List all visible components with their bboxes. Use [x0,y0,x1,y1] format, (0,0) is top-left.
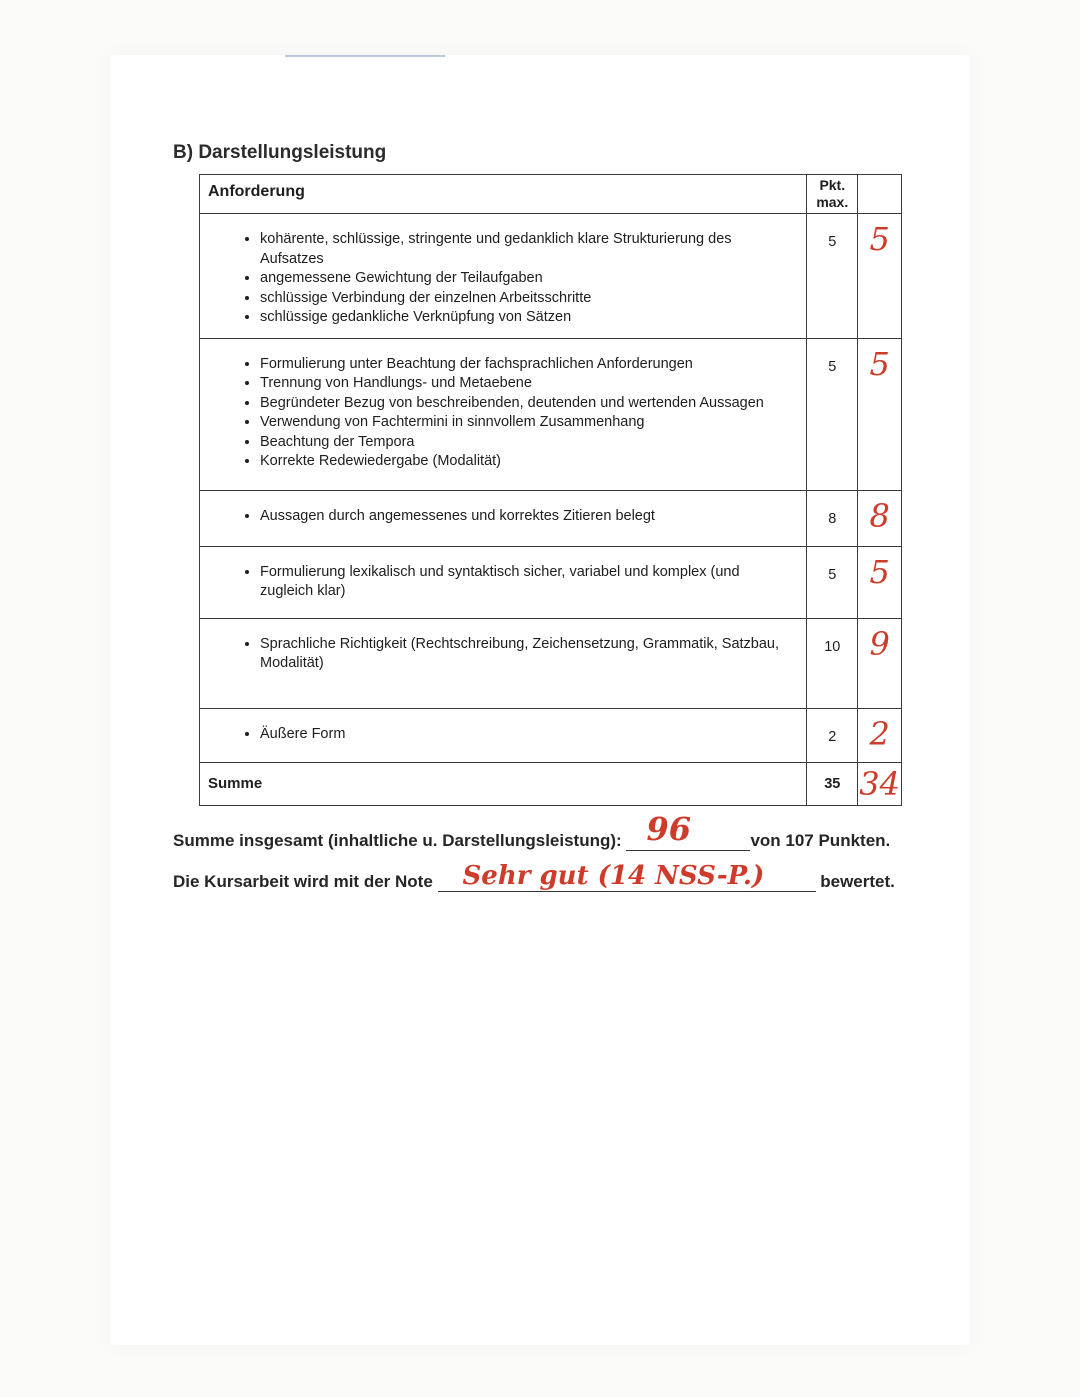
criterion-item: • Trennung von Handlungs- und Metaebene [260,374,794,394]
awarded-cell [858,618,902,708]
sum-label: Summe [200,762,807,805]
criteria-list [232,230,794,328]
grade-value: Sehr gut (14 NSS-P.) [462,861,765,891]
criterion-item: • Sprachliche Richtigkeit (Rechtschreibung, Zeichensetzung, Grammatik, Satzbau, Modalität) [260,635,794,674]
grading-table [199,174,902,806]
grade-blank [438,861,816,892]
awarded-points: 8 [869,496,890,535]
criterion-item: • schlüssige gedankliche Verknüpfung von Sätzen [260,308,794,328]
total-label: Summe insgesamt (inhaltliche u. Darstellungsleistung): [173,831,622,850]
requirement-cell [200,338,807,490]
criterion-item: • Beachtung der Tempora [260,433,794,453]
grade-label: Die Kursarbeit wird mit der Note [173,872,433,891]
criterion-item: • kohärente, schlüssige, stringente und gedanklich klare Strukturierung des Aufsatzes [260,230,794,269]
awarded-points: 5 [869,220,890,258]
criteria-list [232,635,794,674]
table-row [200,338,902,490]
sum-row [200,762,902,805]
awarded-cell [858,708,902,762]
criterion-item: • Begründeter Bezug von beschreibenden, deutenden und wertenden Aussagen [260,394,794,414]
max-points: 5 [807,338,858,490]
requirement-cell [200,214,807,339]
max-points: 5 [807,546,858,618]
requirement-cell [200,618,807,708]
grade-line [173,861,913,892]
awarded-points: 5 [869,552,890,591]
table-row [200,708,902,762]
criteria-list [232,507,794,527]
max-points: 8 [807,490,858,546]
criterion-item: • Verwendung von Fachtermini in sinnvollem Zusammenhang [260,413,794,433]
table-row [200,618,902,708]
awarded-points: 9 [869,624,890,663]
table-row [200,490,902,546]
criteria-list [232,355,794,472]
requirement-cell [200,708,807,762]
awarded-cell [858,546,902,618]
max-points: 10 [807,618,858,708]
total-blank [626,810,750,851]
grade-suffix: bewertet. [820,872,895,891]
sum-awarded-cell [858,762,902,805]
criterion-item: • Formulierung lexikalisch und syntaktisch sicher, variabel und komplex (und zugleich klar) [260,563,794,602]
scan-artifact [285,55,445,57]
criterion-item: • Aussagen durch angemessenes und korrektes Zitieren belegt [260,507,794,527]
criterion-item: • schlüssige Verbindung der einzelnen Arbeitsschritte [260,289,794,309]
criterion-item: • angemessene Gewichtung der Teilaufgaben [260,269,794,289]
total-value: 96 [646,810,691,848]
header-points-line2: max. [816,194,849,210]
criterion-item: • Korrekte Redewiedergabe (Modalität) [260,452,794,472]
awarded-cell [858,338,902,490]
header-max-points [807,175,858,214]
total-line [173,810,913,851]
criteria-list [232,725,794,745]
sum-awarded: 34 [859,764,900,803]
section-title: B) Darstellungsleistung [173,142,387,163]
header-requirement: Anforderung [200,175,807,214]
awarded-cell [858,214,902,339]
criterion-item: • Formulierung unter Beachtung der fachsprachlichen Anforderungen [260,355,794,375]
sum-max: 35 [807,762,858,805]
criteria-list [232,563,794,602]
max-points: 5 [807,214,858,339]
total-suffix: von 107 Punkten. [750,831,891,850]
awarded-points: 2 [869,714,890,753]
table-header-row [200,175,902,214]
header-points-line1: Pkt. [819,177,846,193]
header-awarded [858,175,902,214]
awarded-cell [858,490,902,546]
requirement-cell [200,490,807,546]
awarded-points: 5 [869,344,890,383]
table-row [200,214,902,339]
max-points: 2 [807,708,858,762]
requirement-cell [200,546,807,618]
criterion-item: • Äußere Form [260,725,794,745]
table-row [200,546,902,618]
